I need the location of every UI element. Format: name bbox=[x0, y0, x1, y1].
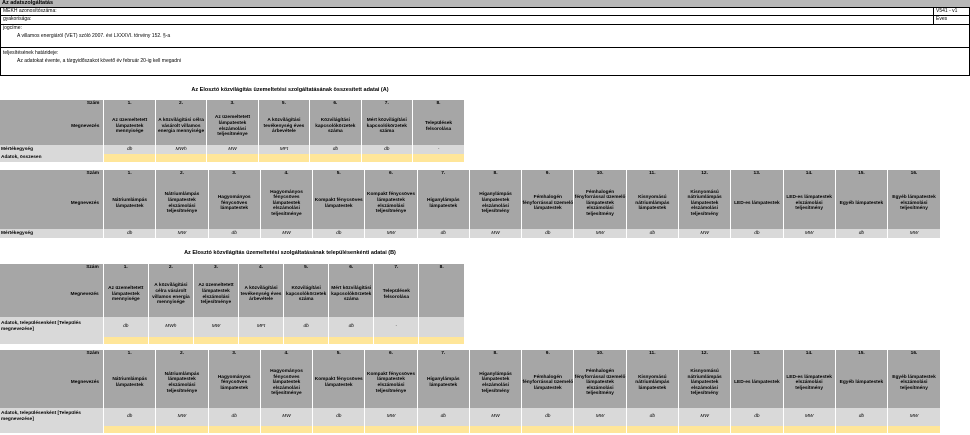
unit-cell: MW bbox=[574, 408, 626, 426]
data-input-cell[interactable] bbox=[193, 337, 238, 344]
column-header: Kisnyomású nátriumlámpás lámpatestek bbox=[626, 178, 678, 229]
unit-cell bbox=[419, 317, 464, 337]
column-header: Kompakt fénycsöves lámpatestek bbox=[313, 178, 365, 229]
table-row bbox=[0, 154, 464, 162]
column-header: Egyéb lámpatestek bbox=[835, 358, 887, 408]
column-number: 6. bbox=[365, 170, 417, 178]
unit-cell: db bbox=[731, 408, 783, 426]
column-number: 1. bbox=[104, 350, 156, 358]
column-header: LED-es lámpatestek elszámolási teljesítmény bbox=[783, 358, 835, 408]
table-row bbox=[0, 108, 464, 145]
column-header: Fémhalogén fényforrással üzemelő lámpatestek bbox=[522, 358, 574, 408]
table-row bbox=[0, 408, 940, 426]
column-header: Kompakt fénycsöves lámpatestek elszámolási teljesítménye bbox=[365, 358, 417, 408]
data-input-cell[interactable] bbox=[310, 154, 361, 162]
row-label-megnevezes: Megnevezés bbox=[0, 358, 104, 408]
data-input-cell[interactable] bbox=[156, 426, 208, 433]
column-header: LED-es lámpatestek bbox=[731, 358, 783, 408]
data-input-cell[interactable] bbox=[103, 337, 148, 344]
unit-cell: MW bbox=[365, 229, 417, 238]
freq-row bbox=[0, 16, 970, 25]
column-header: A közvilágítási célra vásárolt villamos energia mennyisége bbox=[148, 272, 193, 317]
row-label-data: Adatok, összesen bbox=[0, 154, 104, 162]
unit-cell: MW bbox=[469, 229, 521, 238]
unit-cell: db bbox=[313, 408, 365, 426]
unit-cell: db bbox=[417, 229, 469, 238]
column-header: Hagyományos fénycsöves lámpatestek elszámolási teljesítménye bbox=[260, 178, 312, 229]
column-number: 13. bbox=[731, 170, 783, 178]
column-number: 7. bbox=[361, 100, 412, 108]
table-row bbox=[0, 272, 464, 317]
column-number: 3. bbox=[208, 170, 260, 178]
unit-cell: db bbox=[835, 408, 887, 426]
table-row bbox=[0, 337, 464, 344]
column-number: 6. bbox=[310, 100, 361, 108]
data-input-cell[interactable] bbox=[835, 426, 887, 433]
unit-cell: db bbox=[310, 145, 361, 154]
column-number: 3. bbox=[208, 350, 260, 358]
unit-cell: MW bbox=[207, 145, 258, 154]
column-number: 11. bbox=[626, 170, 678, 178]
column-header: Kisnyomású nátriumlámpás lámpatestek elszámolási teljesítmény bbox=[678, 178, 730, 229]
data-input-cell[interactable] bbox=[361, 154, 412, 162]
column-header: Higanylámpás lámpatestek bbox=[417, 358, 469, 408]
row-label-szam: Szám bbox=[0, 170, 104, 178]
row-label-megnevezes: Megnevezés bbox=[0, 272, 103, 317]
data-input-cell[interactable] bbox=[731, 426, 783, 433]
column-number: 5. bbox=[313, 170, 365, 178]
row-label-empty bbox=[0, 337, 103, 344]
column-header: Higanylámpás lámpatestek elszámolási teljesítmény bbox=[469, 358, 521, 408]
unit-cell: MW bbox=[156, 408, 208, 426]
column-number: 5. bbox=[258, 100, 309, 108]
column-header: Fémhalogén fényforrással üzemelő lámpatestek elszámolási teljesítmény bbox=[574, 358, 626, 408]
column-header: Nátriumlámpás lámpatestek bbox=[104, 358, 156, 408]
column-number: 10. bbox=[574, 170, 626, 178]
header-title: Az adatszolgáltatás bbox=[0, 0, 970, 7]
row-label-szam: Szám bbox=[0, 264, 103, 272]
column-header: Az üzemeltetett lámpatestek mennyisége bbox=[104, 108, 155, 145]
column-header: Higanylámpás lámpatestek bbox=[417, 178, 469, 229]
section-a-lamp-table bbox=[0, 170, 940, 238]
table-row bbox=[0, 426, 940, 433]
legal-label: jogcíme: bbox=[3, 25, 22, 31]
column-header: Közvilágítási kapcsolókörzetek száma bbox=[284, 272, 329, 317]
unit-cell: db bbox=[522, 408, 574, 426]
data-input-cell[interactable] bbox=[419, 337, 464, 344]
row-label-unit: Mértékegység bbox=[0, 229, 104, 238]
column-header: Az üzemeltetett lámpatestek elszámolási teljesítménye bbox=[193, 272, 238, 317]
unit-cell: db bbox=[208, 408, 260, 426]
unit-cell: MW bbox=[469, 408, 521, 426]
data-input-cell[interactable] bbox=[374, 337, 419, 344]
unit-cell: db bbox=[626, 408, 678, 426]
data-input-cell[interactable] bbox=[208, 426, 260, 433]
data-input-cell[interactable] bbox=[104, 154, 155, 162]
column-number: 13. bbox=[731, 350, 783, 358]
column-number: 4. bbox=[260, 170, 312, 178]
unit-cell: db bbox=[284, 317, 329, 337]
column-number: 8. bbox=[419, 264, 464, 272]
deadline-value: Az adatokat évente, a tárgyidőszakot követő év február 20-ig kell megadni bbox=[17, 58, 181, 64]
row-label-data: Adatok, településenként [Település megnevezése] bbox=[0, 408, 104, 426]
table-row bbox=[0, 264, 464, 272]
data-input-cell[interactable] bbox=[239, 337, 284, 344]
column-number: 9. bbox=[522, 170, 574, 178]
unit-cell: MFt bbox=[258, 145, 309, 154]
column-header: Hagyományos fénycsöves lámpatestek bbox=[208, 178, 260, 229]
data-input-cell[interactable] bbox=[260, 426, 312, 433]
column-header: Hagyományos fénycsöves lámpatestek bbox=[208, 358, 260, 408]
unit-cell: db bbox=[208, 229, 260, 238]
section-a-title: Az Elosztó közvilágítás üzemeltetési szolgáltatásának összesített adatai (A) bbox=[191, 87, 389, 93]
table-row bbox=[0, 100, 464, 108]
table-row bbox=[0, 358, 940, 408]
unit-cell: db bbox=[313, 229, 365, 238]
unit-cell: MW bbox=[193, 317, 238, 337]
column-number: 2. bbox=[155, 100, 206, 108]
column-number: 4. bbox=[260, 350, 312, 358]
column-header: LED-es lámpatestek bbox=[731, 178, 783, 229]
mekh-row bbox=[0, 7, 970, 16]
column-number: 3. bbox=[207, 100, 258, 108]
unit-cell: MFt bbox=[239, 317, 284, 337]
column-number: 5. bbox=[313, 350, 365, 358]
legal-row bbox=[0, 25, 970, 48]
column-number: 6. bbox=[365, 350, 417, 358]
data-input-cell[interactable] bbox=[329, 337, 374, 344]
column-number: 15. bbox=[835, 350, 887, 358]
data-input-cell[interactable] bbox=[284, 337, 329, 344]
column-header: Kompakt fénycsöves lámpatestek bbox=[313, 358, 365, 408]
column-header: Higanylámpás lámpatestek elszámolási teljesítmény bbox=[469, 178, 521, 229]
data-input-cell[interactable] bbox=[678, 426, 730, 433]
unit-cell: MWh bbox=[148, 317, 193, 337]
column-header: Egyéb lámpatestek bbox=[835, 178, 887, 229]
column-header: Kisnyomású nátriumlámpás lámpatestek elszámolási teljesítmény bbox=[678, 358, 730, 408]
data-input-cell[interactable] bbox=[104, 426, 156, 433]
column-number: 9. bbox=[522, 350, 574, 358]
column-number: 1. bbox=[104, 100, 155, 108]
column-header: Közvilágítási kapcsolókörzetek száma bbox=[310, 108, 361, 145]
section-b-summary-table bbox=[0, 264, 464, 344]
unit-cell: db bbox=[835, 229, 887, 238]
section-b-title: Az Elosztó közvilágítás üzemeltetési szolgáltatásának településenkénti adatai (B) bbox=[184, 250, 396, 256]
unit-cell: MW bbox=[574, 229, 626, 238]
table-row bbox=[0, 350, 940, 358]
row-label-data: Adatok, településenként [Település megnevezése] bbox=[0, 317, 103, 337]
data-input-cell[interactable] bbox=[522, 426, 574, 433]
unit-cell: db bbox=[626, 229, 678, 238]
unit-cell: db bbox=[104, 229, 156, 238]
unit-cell: MW bbox=[156, 229, 208, 238]
section-a-summary-table bbox=[0, 100, 464, 162]
row-label-megnevezes: Megnevezés bbox=[0, 108, 104, 145]
data-input-cell[interactable] bbox=[417, 426, 469, 433]
column-header: Egyéb lámpatestek elszámolási teljesítmény bbox=[888, 358, 940, 408]
deadline-row bbox=[0, 48, 970, 76]
unit-cell: MWh bbox=[155, 145, 206, 154]
column-header: Az üzemeltetett lámpatestek elszámolási teljesítménye bbox=[207, 108, 258, 145]
data-input-cell[interactable] bbox=[155, 154, 206, 162]
column-number: 10. bbox=[574, 350, 626, 358]
column-header: A közvilágítási célra vásárolt villamos energia mennyisége bbox=[155, 108, 206, 145]
data-input-cell[interactable] bbox=[413, 154, 464, 162]
column-number: 12. bbox=[678, 350, 730, 358]
row-label-empty bbox=[0, 426, 104, 433]
column-number: 15. bbox=[835, 170, 887, 178]
column-number: 7. bbox=[417, 350, 469, 358]
column-number: 14. bbox=[783, 350, 835, 358]
column-header: Egyéb lámpatestek elszámolási teljesítmény bbox=[888, 178, 940, 229]
unit-cell: db bbox=[522, 229, 574, 238]
column-number: 12. bbox=[678, 170, 730, 178]
unit-cell: db bbox=[329, 317, 374, 337]
data-input-cell[interactable] bbox=[207, 154, 258, 162]
unit-cell: MW bbox=[783, 408, 835, 426]
unit-cell: MW bbox=[888, 408, 940, 426]
row-label-szam: Szám bbox=[0, 350, 104, 358]
freq-value: Éves bbox=[933, 16, 947, 24]
column-header: Az üzemeltetett lámpatestek mennyisége bbox=[103, 272, 148, 317]
row-label-unit: Mértékegység bbox=[0, 145, 104, 154]
column-number: 2. bbox=[156, 170, 208, 178]
unit-cell: - bbox=[374, 317, 419, 337]
table-row bbox=[0, 229, 940, 238]
data-input-cell[interactable] bbox=[888, 426, 940, 433]
data-input-cell[interactable] bbox=[148, 337, 193, 344]
column-header: Kompakt fénycsöves lámpatestek elszámolási teljesítménye bbox=[365, 178, 417, 229]
column-number: 16. bbox=[888, 170, 940, 178]
column-header: A közvilágítási tevékenység éves árbevétele bbox=[239, 272, 284, 317]
unit-cell: db bbox=[417, 408, 469, 426]
mekh-label: MEKH azonosítószáma: bbox=[3, 8, 57, 14]
data-input-cell[interactable] bbox=[365, 426, 417, 433]
column-number: 6. bbox=[329, 264, 374, 272]
unit-cell: db bbox=[104, 408, 156, 426]
row-label-megnevezes: Megnevezés bbox=[0, 178, 104, 229]
column-number: 1. bbox=[103, 264, 148, 272]
column-number: 7. bbox=[374, 264, 419, 272]
unit-cell: MW bbox=[678, 229, 730, 238]
column-number: 3. bbox=[193, 264, 238, 272]
table-row bbox=[0, 178, 940, 229]
column-header: Mért közvilágítási kapcsolókörzetek száma bbox=[361, 108, 412, 145]
column-number: 7. bbox=[417, 170, 469, 178]
column-number: 11. bbox=[626, 350, 678, 358]
data-input-cell[interactable] bbox=[574, 426, 626, 433]
data-input-cell[interactable] bbox=[258, 154, 309, 162]
column-header: Mért közvilágítási kapcsolókörzetek száma bbox=[329, 272, 374, 317]
column-number: 2. bbox=[156, 350, 208, 358]
column-header: Kisnyomású nátriumlámpás lámpatestek bbox=[626, 358, 678, 408]
unit-cell: MW bbox=[260, 229, 312, 238]
column-header: LED-es lámpatestek elszámolási teljesítmény bbox=[783, 178, 835, 229]
unit-cell: MW bbox=[260, 408, 312, 426]
column-number: 2. bbox=[148, 264, 193, 272]
column-number: 8. bbox=[469, 170, 521, 178]
data-input-cell[interactable] bbox=[626, 426, 678, 433]
column-number: 16. bbox=[888, 350, 940, 358]
data-input-cell[interactable] bbox=[313, 426, 365, 433]
data-input-cell[interactable] bbox=[469, 426, 521, 433]
column-number: 4. bbox=[239, 264, 284, 272]
deadline-label: teljesítésének határideje: bbox=[3, 50, 59, 56]
column-header: A közvilágítási tevékenység éves árbevétele bbox=[258, 108, 309, 145]
column-number: 8. bbox=[413, 100, 464, 108]
unit-cell: db bbox=[731, 229, 783, 238]
freq-label: gyakorisága: bbox=[3, 16, 32, 22]
row-label-szam: Szám bbox=[0, 100, 104, 108]
unit-cell: MW bbox=[365, 408, 417, 426]
column-header: Nátriumlámpás lámpatestek elszámolási teljesítménye bbox=[156, 358, 208, 408]
table-row bbox=[0, 170, 940, 178]
column-header: Fémhalogén fényforrással üzemelő lámpatestek bbox=[522, 178, 574, 229]
column-header: Települések felsorolása bbox=[374, 272, 419, 317]
unit-cell: db bbox=[104, 145, 155, 154]
column-header: Fémhalogén fényforrással üzemelő lámpatestek elszámolási teljesítmény bbox=[574, 178, 626, 229]
column-header bbox=[419, 272, 464, 317]
unit-cell: - bbox=[413, 145, 464, 154]
unit-cell: MW bbox=[678, 408, 730, 426]
unit-cell: db bbox=[103, 317, 148, 337]
data-input-cell[interactable] bbox=[783, 426, 835, 433]
legal-value: A villamos energiáról (VET) szóló 2007. évi LXXXVI. törvény 152. §-a bbox=[17, 33, 171, 39]
column-number: 1. bbox=[104, 170, 156, 178]
column-number: 5. bbox=[284, 264, 329, 272]
section-b-lamp-table bbox=[0, 350, 940, 433]
column-header: Nátriumlámpás lámpatestek bbox=[104, 178, 156, 229]
column-header: Nátriumlámpás lámpatestek elszámolási teljesítménye bbox=[156, 178, 208, 229]
column-header: Hagyományos fénycsöves lámpatestek elszámolási teljesítménye bbox=[260, 358, 312, 408]
column-number: 14. bbox=[783, 170, 835, 178]
mekh-value: V541 - v1 bbox=[933, 8, 957, 15]
column-number: 8. bbox=[469, 350, 521, 358]
table-row bbox=[0, 317, 464, 337]
unit-cell: MW bbox=[783, 229, 835, 238]
unit-cell: db bbox=[361, 145, 412, 154]
unit-cell: MW bbox=[888, 229, 940, 238]
column-header: Települések felsorolása bbox=[413, 108, 464, 145]
table-row bbox=[0, 145, 464, 154]
